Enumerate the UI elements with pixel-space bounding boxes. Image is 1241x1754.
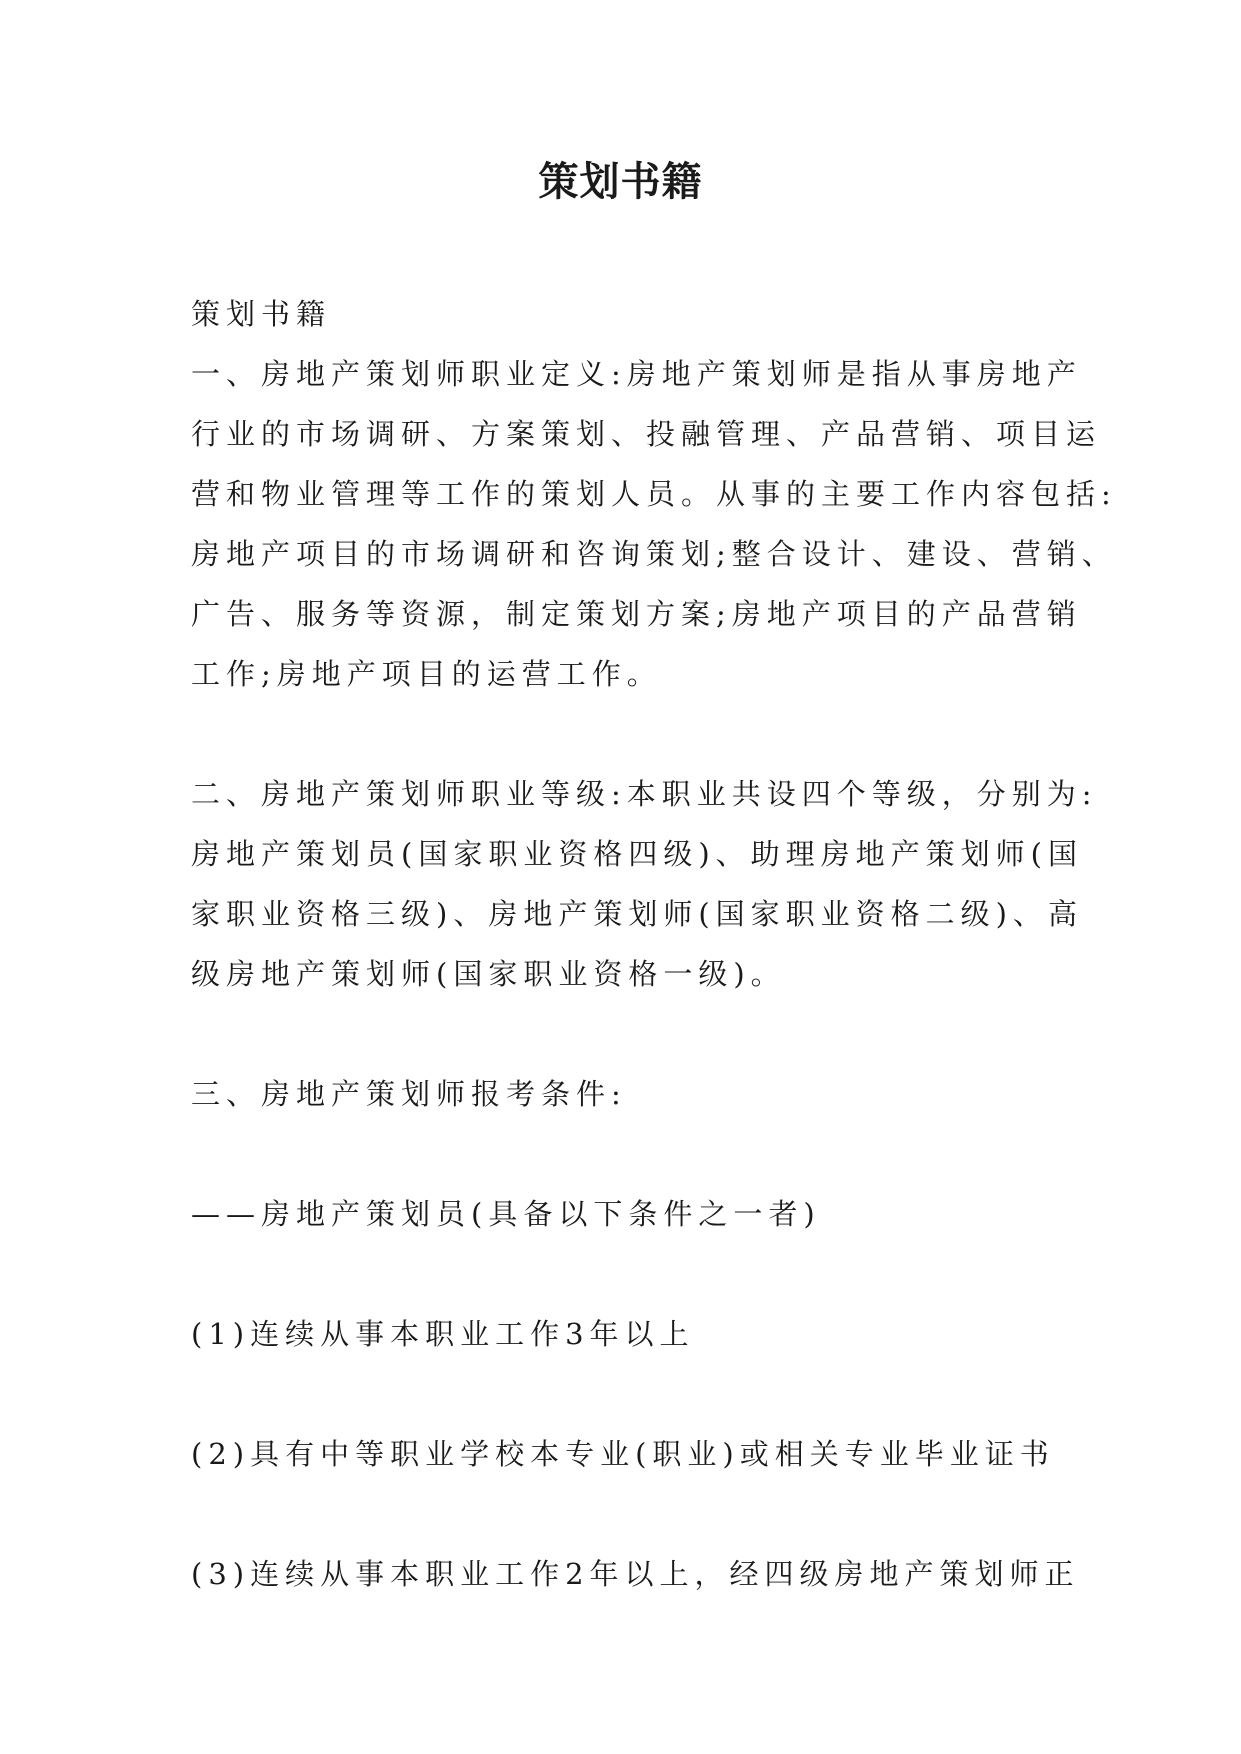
text-line: ——房地产策划员(具备以下条件之一者): [191, 1197, 821, 1231]
text-line: 一、房地产策划师职业定义:房地产策划师是指从事房地产: [191, 357, 1082, 391]
list-item: (3)连续从事本职业工作2年以上，经四级房地产策划师正: [191, 1557, 1080, 1591]
text-line: 工作;房地产项目的运营工作。: [191, 657, 662, 691]
text-line: 级房地产策划师(国家职业资格一级)。: [191, 957, 786, 991]
document-title: 策划书籍: [538, 158, 703, 205]
text-line: 房地产策划员(国家职业资格四级)、助理房地产策划师(国: [191, 837, 1083, 871]
list-item: (2)具有中等职业学校本专业(职业)或相关专业毕业证书: [191, 1437, 1055, 1471]
text-line-subtitle: 策划书籍: [191, 297, 332, 331]
text-line: 行业的市场调研、方案策划、投融管理、产品营销、项目运: [191, 417, 1102, 451]
text-line-heading: 三、房地产策划师报考条件:: [191, 1077, 627, 1111]
text-line: 营和物业管理等工作的策划人员。从事的主要工作内容包括:: [191, 477, 1117, 511]
text-line: 广告、服务等资源，制定策划方案;房地产项目的产品营销: [191, 597, 1082, 631]
list-item: (1)连续从事本职业工作3年以上: [191, 1317, 695, 1351]
text-line: 房地产项目的市场调研和咨询策划;整合设计、建设、营销、: [191, 537, 1117, 571]
text-line: 二、房地产策划师职业等级:本职业共设四个等级，分别为:: [191, 777, 1098, 811]
text-line: 家职业资格三级)、房地产策划师(国家职业资格二级)、高: [191, 897, 1083, 931]
